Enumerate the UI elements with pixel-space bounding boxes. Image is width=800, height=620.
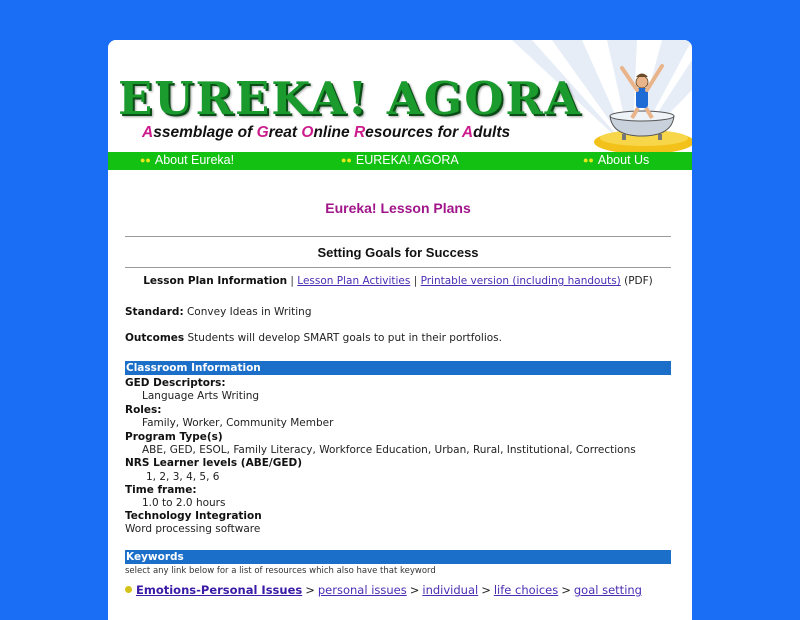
bullet-icon [125, 586, 132, 593]
field-value: Word processing software [125, 523, 261, 535]
standard-label: Standard: [125, 306, 184, 318]
field-label: Time frame: [125, 484, 197, 496]
archimedes-bathtub-icon [592, 50, 692, 152]
bullet-icon: ●● [140, 155, 151, 165]
classroom-info-header: Classroom Information [125, 361, 671, 375]
subtitle-word: reat [268, 124, 302, 141]
lesson-links-row [125, 275, 671, 287]
standard-line [125, 306, 312, 318]
keywords-note: select any link below for a list of resources which also have that keyword [125, 566, 436, 576]
page-title: Eureka! Lesson Plans [325, 200, 471, 216]
lesson-title: Setting Goals for Success [317, 245, 479, 260]
printable-version-link[interactable]: Printable version (including handouts) [420, 275, 621, 287]
separator: > [305, 583, 315, 597]
outcomes-value: Students will develop SMART goals to put in their portfolios. [184, 332, 502, 344]
current-section-label: Lesson Plan Information [143, 275, 288, 287]
subtitle-word: dults [473, 124, 511, 141]
keyword-link[interactable]: individual [422, 583, 479, 597]
field-label: NRS Learner levels (ABE/GED) [125, 457, 303, 469]
separator: | [290, 275, 294, 287]
keyword-link[interactable]: personal issues [317, 583, 407, 597]
divider [125, 236, 671, 237]
separator: | [413, 275, 418, 287]
site-banner [108, 40, 692, 152]
field-label: Roles: [125, 404, 162, 416]
nav-about-eureka[interactable] [140, 153, 234, 167]
subtitle-letter: G [256, 124, 269, 141]
keyword-path [125, 583, 642, 597]
nav-about-us[interactable] [583, 153, 649, 167]
field-value: Family, Worker, Community Member [142, 417, 334, 429]
page-container [108, 40, 692, 620]
nav-label: About Eureka! [154, 153, 235, 167]
main-nav-bar [108, 152, 692, 170]
subtitle-letter: A [142, 124, 154, 141]
bullet-icon: ●● [583, 155, 594, 165]
keywords-header: Keywords [125, 550, 671, 564]
keyword-link[interactable]: goal setting [573, 583, 642, 597]
subtitle-letter: O [301, 124, 314, 141]
site-logo-title[interactable]: EUREKA! AGORA [118, 72, 582, 125]
outcomes-line [125, 332, 502, 344]
keyword-link[interactable]: Emotions-Personal Issues [136, 583, 303, 597]
field-value: 1.0 to 2.0 hours [142, 497, 226, 509]
field-label: Program Type(s) [125, 431, 223, 443]
field-label: GED Descriptors: [125, 377, 226, 389]
subtitle-word: nline [313, 124, 354, 141]
subtitle-word: ssemblage of [153, 124, 257, 141]
separator: > [481, 583, 491, 597]
subtitle-word: esources for [365, 124, 462, 141]
keyword-link[interactable]: life choices [493, 583, 559, 597]
field-value: 1, 2, 3, 4, 5, 6 [146, 471, 220, 483]
field-value: ABE, GED, ESOL, Family Literacy, Workforce Education, Urban, Rural, Institutional, Corrections [142, 444, 636, 456]
field-label: Technology Integration [125, 510, 262, 522]
nav-label: EUREKA! AGORA [355, 153, 459, 167]
subtitle-letter: R [353, 124, 366, 141]
site-logo-subtitle [142, 124, 510, 142]
nav-eureka-agora[interactable] [341, 153, 459, 167]
nav-label: About Us [597, 153, 650, 167]
separator: > [409, 583, 420, 597]
standard-value: Convey Ideas in Writing [183, 306, 312, 318]
outcomes-label: Outcomes [125, 332, 185, 344]
bullet-icon: ●● [341, 155, 352, 165]
subtitle-letter: A [461, 124, 474, 141]
lesson-activities-link[interactable]: Lesson Plan Activities [297, 275, 411, 287]
separator: > [561, 583, 571, 597]
pdf-note: (PDF) [624, 275, 653, 287]
field-value: Language Arts Writing [142, 390, 260, 402]
divider [125, 267, 671, 268]
